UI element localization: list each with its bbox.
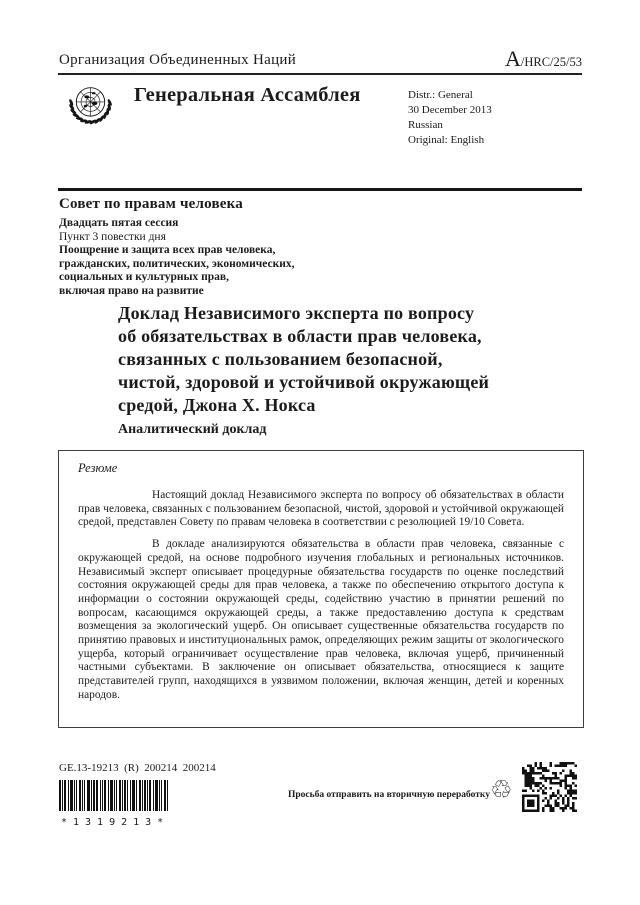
report-title (118, 302, 489, 417)
distr-line: Distr.: General (408, 89, 473, 101)
agenda-line: Поощрение и защита всех прав человека, (59, 244, 276, 256)
report-title-line: чистой, здоровой и устойчивой окружающей (118, 372, 490, 392)
barcode-label: *1319213* (61, 817, 170, 828)
report-subtitle: Аналитический доклад (118, 422, 267, 437)
document-symbol-initial: A (504, 46, 521, 71)
barcode (58, 780, 170, 828)
qr-code-icon (522, 762, 578, 812)
distr-date: 30 December 2013 (408, 104, 492, 116)
assembly-title: Генеральная Ассамблея (134, 84, 361, 106)
report-title-line: Доклад Независимого эксперта по вопросу (118, 303, 475, 323)
recycle-icon: ♲ (490, 775, 513, 804)
session-block (59, 196, 294, 298)
report-title-line: об обязательствах в области прав человека, (118, 326, 482, 346)
document-symbol (505, 46, 582, 72)
agenda-line: гражданских, политических, экономических, (59, 257, 295, 270)
header-rule (58, 188, 582, 191)
distribution-block (408, 88, 492, 148)
barcode-icon (58, 780, 170, 811)
summary-paragraph-2: В докладе анализируются обязательства в области прав человека, связанные с окружающей средой, на основе подробного изучения глобальных и региональных источников. Независимый эксперт описывает процедурные обязательства государств по оценке последствий состояния окружающей среды для прав человека, а также по обеспечению открытого доступа к информации о состоянии окружающей среды, содействию участию в принятии решений по вопросам, касающимся окружающей среды, а также предоставлению доступа к средствам возмещения за экологический ущерб. Он описывает существенные обязательства государств по принятию правовых и институциональных рамок, определяющих режим защиты от экологического ущерба, который ограничивает осуществление прав человека, включая ущерб, причиненный частными субъектами. В заключение он описывает обязательства, относящиеся к защите представителей групп, находящихся в уязвимом положении, включая женщин, детей и коренных народов. (78, 538, 564, 701)
agenda-line: включая право на развитие (59, 284, 204, 297)
distr-language: Russian (408, 119, 443, 131)
summary-heading: Резюме (78, 461, 118, 475)
session-number: Двадцать пятая сессия (59, 217, 179, 229)
report-title-line: связанных с пользованием безопасной, (118, 349, 443, 369)
distr-original: Original: English (408, 134, 485, 146)
council-title: Совет по правам человека (59, 196, 243, 212)
recycle-note: Просьба отправить на вторичную переработку (288, 790, 490, 800)
report-title-line: средой, Джона Х. Нокса (118, 395, 316, 415)
document-symbol-rest: /HRC/25/53 (520, 55, 582, 69)
un-emblem-icon (63, 79, 118, 134)
agenda-line: социальных и культурных прав, (59, 271, 229, 283)
agenda-item: Пункт 3 повестки дня (59, 230, 166, 243)
masthead-rule (58, 73, 582, 75)
un-org-name: Организация Объединенных Наций (59, 52, 297, 68)
summary-box (58, 450, 584, 728)
summary-paragraph-1: Настоящий доклад Независимого эксперта по вопросу об обязательствах в области прав человека, связанных с пользованием безопасной, чистой, здоровой и устойчивой окружающей средой, представлен Совету по правам человека в соответствии с резолюцией 19/10 Совета. (78, 489, 564, 529)
ge-number: GE.13-19213 (R) 200214 200214 (59, 762, 216, 774)
